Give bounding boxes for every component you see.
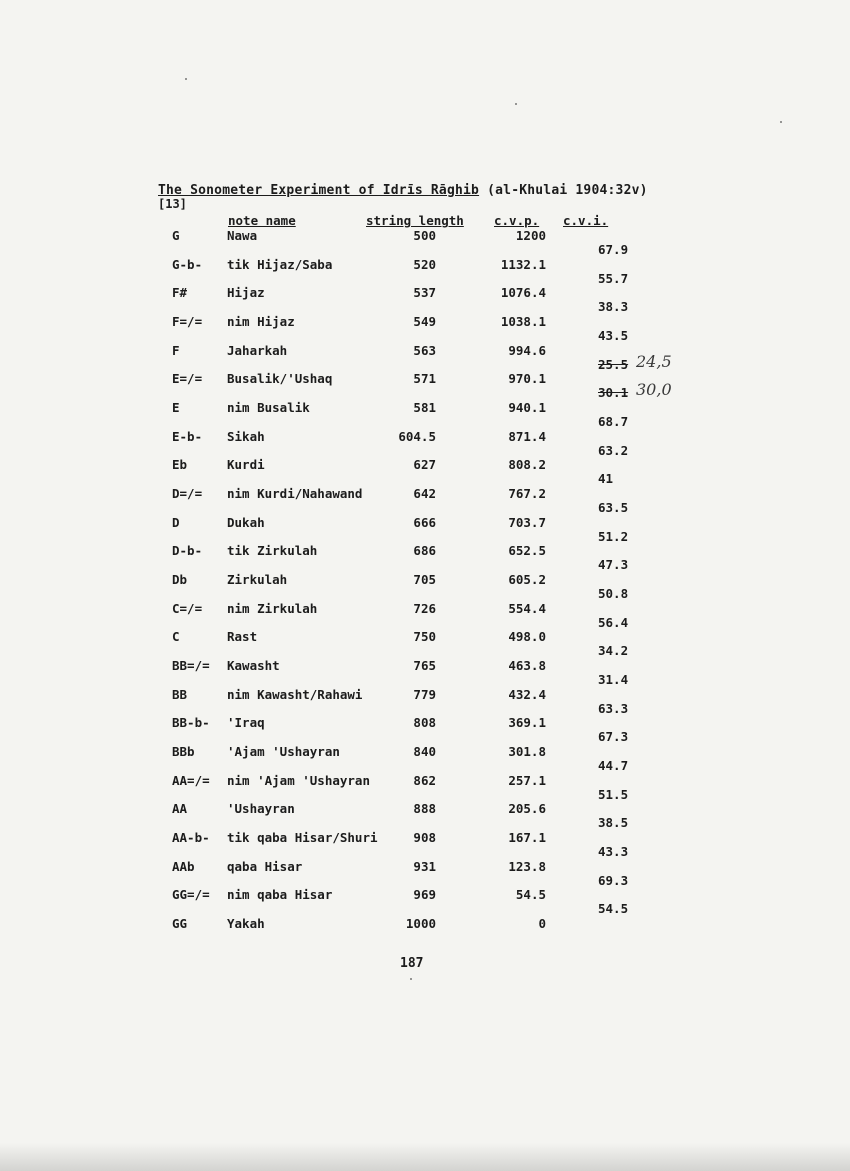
page-number: 187 [400, 956, 424, 971]
title-main: The Sonometer Experiment of Idrīs Rāghib [158, 183, 480, 198]
note-symbol: AAb [172, 858, 195, 874]
string-length: 765 [413, 658, 436, 674]
note-name: Kurdi [227, 457, 265, 473]
note-name: nim Kawasht/Rahawi [227, 686, 363, 702]
speck [515, 103, 517, 105]
note-name: nim Kurdi/Nahawand [227, 486, 363, 502]
note-symbol: C=/= [172, 600, 203, 616]
note-name: Sikah [227, 428, 265, 444]
cvi-value: 34.2 [598, 643, 629, 659]
note-symbol: E=/= [172, 371, 203, 387]
string-length: 931 [413, 858, 436, 874]
string-length: 563 [413, 342, 436, 358]
string-length: 686 [413, 543, 436, 559]
cvp-value: 0 [538, 916, 546, 932]
cvp-value: 652.5 [508, 543, 546, 559]
cvp-value: 1132.1 [500, 256, 546, 272]
string-length: 808 [413, 715, 436, 731]
note-name: nim Busalik [227, 400, 310, 416]
note-name: qaba Hisar [227, 858, 303, 874]
note-symbol: BB=/= [172, 658, 210, 674]
cvp-value: 432.4 [508, 686, 546, 702]
note-symbol: G-b- [172, 256, 203, 272]
note-symbol: F=/= [172, 314, 203, 329]
string-length: 840 [413, 744, 436, 760]
note-symbol: D-b- [172, 543, 203, 559]
cvp-value: 994.6 [508, 342, 546, 358]
string-length: 726 [413, 600, 436, 616]
handwritten-correction: 24,5 [636, 351, 672, 371]
string-length: 627 [413, 457, 436, 473]
note-name: Busalik/'Ushaq [227, 371, 333, 387]
cvi-value: 55.7 [598, 270, 629, 286]
cvp-value: 703.7 [508, 514, 546, 530]
cvp-value: 871.4 [508, 428, 546, 444]
header-cvi: c.v.i. [563, 213, 609, 228]
string-length: 862 [413, 772, 436, 788]
cvp-value: 167.1 [508, 830, 546, 846]
string-length: 549 [413, 314, 436, 329]
table-title [158, 183, 648, 198]
cvp-value: 767.2 [508, 486, 546, 502]
note-name: tik Hijaz/Saba [227, 256, 333, 272]
cvi-value: 31.4 [598, 672, 629, 688]
header-cvp: c.v.p. [494, 213, 540, 228]
cvi-value: 44.7 [598, 758, 629, 774]
cvp-value: 940.1 [508, 400, 546, 416]
cvi-value: 41 [598, 471, 614, 487]
note-name: 'Iraq [227, 715, 265, 731]
note-name: nim Zirkulah [227, 600, 318, 616]
note-symbol: E-b- [172, 428, 203, 444]
cvi-value: 54.5 [598, 901, 629, 917]
note-name: 'Ajam 'Ushayran [227, 744, 340, 760]
string-length: 705 [413, 572, 436, 588]
note-name: nim qaba Hisar [227, 887, 333, 903]
cvp-value: 205.6 [508, 801, 546, 817]
cvp-value: 808.2 [508, 457, 546, 473]
cvi-value: 38.3 [598, 299, 629, 315]
string-length: 779 [413, 686, 436, 702]
note-name: nim Hijaz [227, 314, 295, 329]
note-name: Hijaz [227, 285, 265, 301]
note-symbol: GG [172, 916, 188, 932]
note-symbol: E [172, 400, 180, 416]
cvp-value: 463.8 [508, 658, 546, 674]
cvp-value: 554.4 [508, 600, 546, 616]
cvp-value: 1200 [515, 228, 546, 243]
note-symbol: Eb [172, 457, 188, 473]
note-symbol: GG=/= [172, 887, 210, 903]
cvi-value: 56.4 [598, 614, 629, 630]
cvp-value: 605.2 [508, 572, 546, 588]
cvp-value: 123.8 [508, 858, 546, 874]
cvi-value: 63.2 [598, 442, 629, 458]
cvi-value: 25.5 [598, 356, 629, 372]
cvi-value: 43.3 [598, 844, 629, 860]
note-name: tik qaba Hisar/Shuri [227, 830, 378, 846]
string-length: 908 [413, 830, 436, 846]
title-citation: (al-Khulai 1904:32v) [487, 183, 648, 198]
cvp-value: 301.8 [508, 744, 546, 760]
cvp-value: 54.5 [515, 887, 546, 903]
note-symbol: F [172, 342, 180, 358]
cvi-value: 43.5 [598, 328, 629, 343]
note-symbol: C [172, 629, 180, 645]
cvp-value: 970.1 [508, 371, 546, 387]
speck [185, 78, 187, 80]
note-symbol: AA-b- [172, 830, 210, 846]
note-symbol: BBb [172, 744, 195, 760]
cvi-value: 51.5 [598, 786, 629, 802]
cvi-value: 47.3 [598, 557, 629, 573]
string-length: 888 [413, 801, 436, 817]
note-symbol: Db [172, 572, 188, 588]
string-length: 604.5 [398, 428, 436, 444]
string-length: 666 [413, 514, 436, 530]
note-symbol: BB-b- [172, 715, 210, 731]
cvi-value: 67.3 [598, 729, 629, 745]
note-symbol: F# [172, 285, 188, 301]
note-symbol: BB [172, 686, 188, 702]
string-length: 500 [413, 228, 436, 243]
cvi-value: 63.3 [598, 700, 629, 716]
note-name: Yakah [227, 916, 265, 932]
note-name: Dukah [227, 514, 265, 530]
note-name: tik Zirkulah [227, 543, 318, 559]
cvp-value: 369.1 [508, 715, 546, 731]
cvp-value: 498.0 [508, 629, 546, 645]
note-name: Nawa [227, 228, 258, 243]
note-name: 'Ushayran [227, 801, 295, 817]
note-symbol: G [172, 228, 180, 243]
note-symbol: AA=/= [172, 772, 210, 788]
cvi-value: 30.1 [598, 385, 629, 401]
scan-edge [0, 1143, 850, 1171]
cvp-value: 257.1 [508, 772, 546, 788]
string-length: 1000 [405, 916, 436, 932]
handwritten-correction: 30,0 [636, 380, 672, 400]
string-length: 520 [413, 256, 436, 272]
cvi-value: 69.3 [598, 872, 629, 888]
cvi-value: 68.7 [598, 414, 629, 430]
header-note-name: note name [228, 213, 296, 228]
note-name: Rast [227, 629, 258, 645]
cvi-value: 50.8 [598, 586, 629, 602]
cvi-value: 63.5 [598, 500, 629, 516]
reference-number: [13] [158, 197, 187, 211]
string-length: 642 [413, 486, 436, 502]
string-length: 750 [413, 629, 436, 645]
cvi-value: 67.9 [598, 242, 629, 257]
cvi-value: 51.2 [598, 528, 629, 544]
string-length: 969 [413, 887, 436, 903]
speck [410, 978, 412, 980]
cvp-value: 1038.1 [500, 314, 546, 329]
note-name: nim 'Ajam 'Ushayran [227, 772, 370, 788]
note-name: Kawasht [227, 658, 280, 674]
string-length: 571 [413, 371, 436, 387]
string-length: 537 [413, 285, 436, 301]
note-symbol: D=/= [172, 486, 203, 502]
cvp-value: 1076.4 [500, 285, 546, 301]
speck [780, 121, 782, 123]
string-length: 581 [413, 400, 436, 416]
note-name: Jaharkah [227, 342, 288, 358]
note-name: Zirkulah [227, 572, 288, 588]
note-symbol: D [172, 514, 180, 530]
note-symbol: AA [172, 801, 188, 817]
cvi-value: 38.5 [598, 815, 629, 831]
header-string-length: string length [366, 213, 464, 228]
